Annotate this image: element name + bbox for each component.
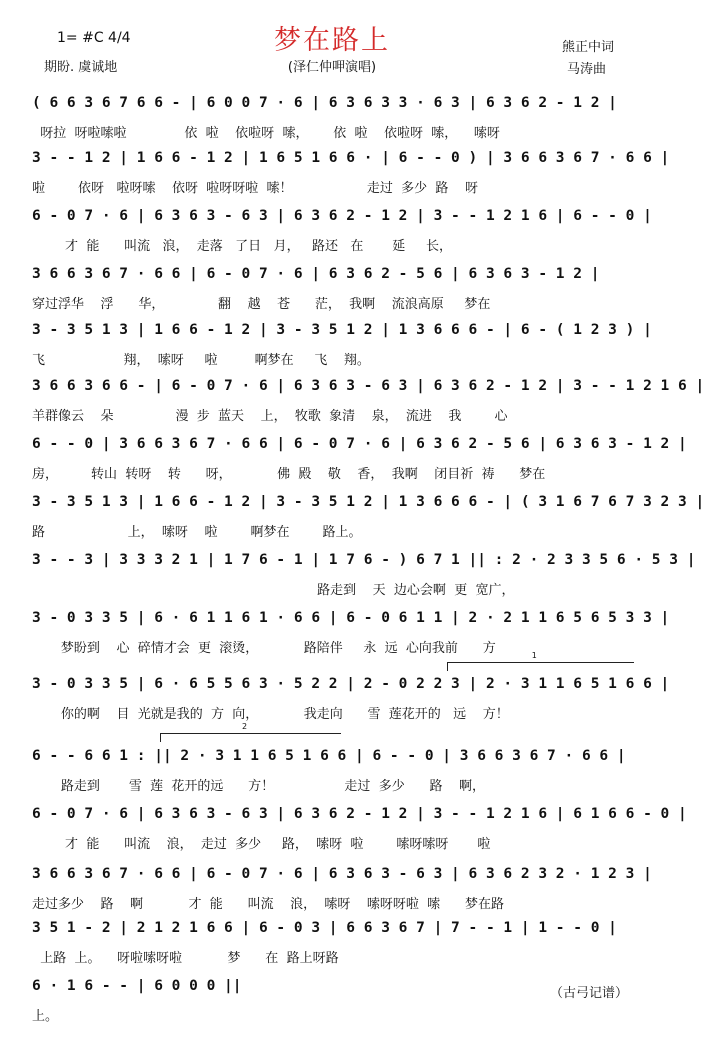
notation-row: 3 - 0 3 3 5 | 6 · 6 1 1 6 1 · 6 6 | 6 - 0 6 1 1 | 2 · 2 1 1 6 5 6 5 3 3 |: [32, 610, 670, 626]
notation-row: 3 6 6 3 6 7 · 6 6 | 6 - 0 7 · 6 | 6 3 6 2 - 5 6 | 6 3 6 3 - 1 2 |: [32, 266, 600, 282]
lyrics-row: 上路 上。 呀啦嗦呀啦 梦 在 路上呀路: [32, 951, 339, 966]
notation-row: 3 - - 1 2 | 1 6 6 - 1 2 | 1 6 5 1 6 6 · | 6 - - 0 ) | 3 6 6 3 6 7 · 6 6 |: [32, 150, 670, 166]
score-line: [32, 920, 632, 978]
composer-credit: 马涛曲: [567, 62, 607, 77]
score-line: [32, 552, 696, 610]
lyrics-row: 穿过浮华 浮 华， 翻 越 苍 茫， 我啊 流浪高原 梦在: [32, 297, 491, 312]
notation-row: ( 6 6 3 6 7 6 6 - | 6 0 0 7 · 6 | 6 3 6 3 3 · 6 3 | 6 3 6 2 - 1 2 |: [32, 95, 617, 111]
score-line: [32, 266, 632, 324]
lyrics-row: 梦盼到 心 碎情才会 更 滚烫， 路陪伴 永 远 心向我前 方: [32, 641, 496, 656]
key-signature: 1= #C 4/4: [57, 30, 131, 46]
notation-row: 3 - - 3 | 3 3 3 2 1 | 1 7 6 - 1 | 1 7 6 - ) 6 7 1 || : 2 · 2 3 3 5 6 · 5 3 |: [32, 552, 696, 568]
lyrics-row: 路 上， 嗦呀 啦 啊梦在 路上。: [32, 525, 362, 540]
score-line: [32, 322, 652, 380]
notation-row: 6 - - 6 6 1 : || 2 · 3 1 1 6 5 1 6 6 | 6 - - 0 | 3 6 6 3 6 7 · 6 6 |: [32, 748, 626, 764]
score-line: [32, 208, 652, 266]
second-ending-bracket: [160, 722, 341, 742]
lyrics-row: 路走到 天 边心会啊 更 宽广，: [32, 583, 515, 598]
notation-row: 3 - 3 5 1 3 | 1 6 6 - 1 2 | 3 - 3 5 1 2 | 1 3 6 6 6 - | 6 - ( 1 2 3 ) |: [32, 322, 652, 338]
lyrics-row: 上。: [32, 1009, 59, 1024]
second-ending-label: 2: [242, 722, 248, 731]
transcriber-credit: （古弓记谱）: [550, 986, 629, 1001]
lyrics-row: 才 能 叫流 浪， 走落 了日 月， 路还 在 延 长，: [32, 239, 452, 254]
first-ending-label: 1: [531, 651, 537, 660]
notation-row: 3 - 0 3 3 5 | 6 · 6 5 5 6 3 · 5 2 2 | 2 - 0 2 2 3 | 2 · 3 1 1 6 5 1 6 6 |: [32, 676, 670, 692]
lyrics-row: 啦 依呀 啦呀嗦 依呀 啦呀呀啦 嗦！ 走过 多少 路 呀: [32, 181, 478, 196]
performer-note: (泽仁仲呷演唱): [287, 60, 377, 75]
score-line: [32, 436, 687, 494]
first-ending-bracket: [447, 651, 634, 671]
notation-row: 3 - 3 5 1 3 | 1 6 6 - 1 2 | 3 - 3 5 1 2 | 1 3 6 6 6 - | ( 3 1 6 7 6 7 3 2 3 |: [32, 494, 704, 510]
notation-row: 6 - 0 7 · 6 | 6 3 6 3 - 6 3 | 6 3 6 2 - 1 2 | 3 - - 1 2 1 6 | 6 1 6 6 - 0 |: [32, 806, 687, 822]
lyrics-row: 羊群像云 朵 漫 步 蓝天 上， 牧歌 象清 泉， 流进 我 心: [32, 409, 508, 424]
score-line: [32, 748, 632, 806]
lyrics-row: 飞 翔， 嗦呀 啦 啊梦在 飞 翔。: [32, 353, 370, 368]
notation-row: 3 5 1 - 2 | 2 1 2 1 6 6 | 6 - 0 3 | 6 6 3 6 7 | 7 - - 1 | 1 - - 0 |: [32, 920, 617, 936]
score-line: [32, 494, 704, 552]
score-line: [32, 378, 704, 436]
lyricist-credit: 熊正中词: [562, 40, 615, 55]
score-line: [32, 610, 670, 668]
score-line: [32, 676, 670, 734]
notation-row: 3 6 6 3 6 7 · 6 6 | 6 - 0 7 · 6 | 6 3 6 3 - 6 3 | 6 3 6 2 3 2 · 1 2 3 |: [32, 866, 652, 882]
lyrics-row: 路走到 雪 莲 花开的远 方！ 走过 多少 路 啊，: [32, 779, 486, 794]
lyrics-row: 才 能 叫流 浪， 走过 多少 路， 嗦呀 啦 嗦呀嗦呀 啦: [32, 837, 491, 852]
notation-row: 6 - 0 7 · 6 | 6 3 6 3 - 6 3 | 6 3 6 2 - 1 2 | 3 - - 1 2 1 6 | 6 - - 0 |: [32, 208, 652, 224]
score-line: [32, 866, 652, 924]
score-line: [32, 95, 632, 153]
notation-row: 3 6 6 3 6 6 - | 6 - 0 7 · 6 | 6 3 6 3 - 6 3 | 6 3 6 2 - 1 2 | 3 - - 1 2 1 6 |: [32, 378, 704, 394]
page-title: 梦在路上: [274, 25, 390, 56]
score-line: [32, 806, 687, 864]
score-line: [32, 150, 670, 208]
lyrics-row: 走过多少 路 啊 才 能 叫流 浪， 嗦呀 嗦呀呀啦 嗦 梦在路: [32, 897, 504, 912]
notation-row: 6 - - 0 | 3 6 6 3 6 7 · 6 6 | 6 - 0 7 · 6 | 6 3 6 2 - 5 6 | 6 3 6 3 - 1 2 |: [32, 436, 687, 452]
lyrics-row: 呀拉 呀啦嗦啦 依 啦 依啦呀 嗦， 依 啦 依啦呀 嗦， 嗦呀: [32, 126, 500, 141]
notation-row: 6 · 1 6 - - | 6 0 0 0 ||: [32, 978, 242, 994]
expect-note: 期盼. 虞诚地: [44, 60, 118, 75]
score-line: [32, 978, 632, 1036]
lyrics-row: 你的啊 目 光就是我的 方 向， 我走向 雪 莲花开的 远 方！: [32, 707, 509, 722]
lyrics-row: 房， 转山 转呀 转 呀， 佛 殿 敬 香， 我啊 闭目祈 祷 梦在: [32, 467, 546, 482]
